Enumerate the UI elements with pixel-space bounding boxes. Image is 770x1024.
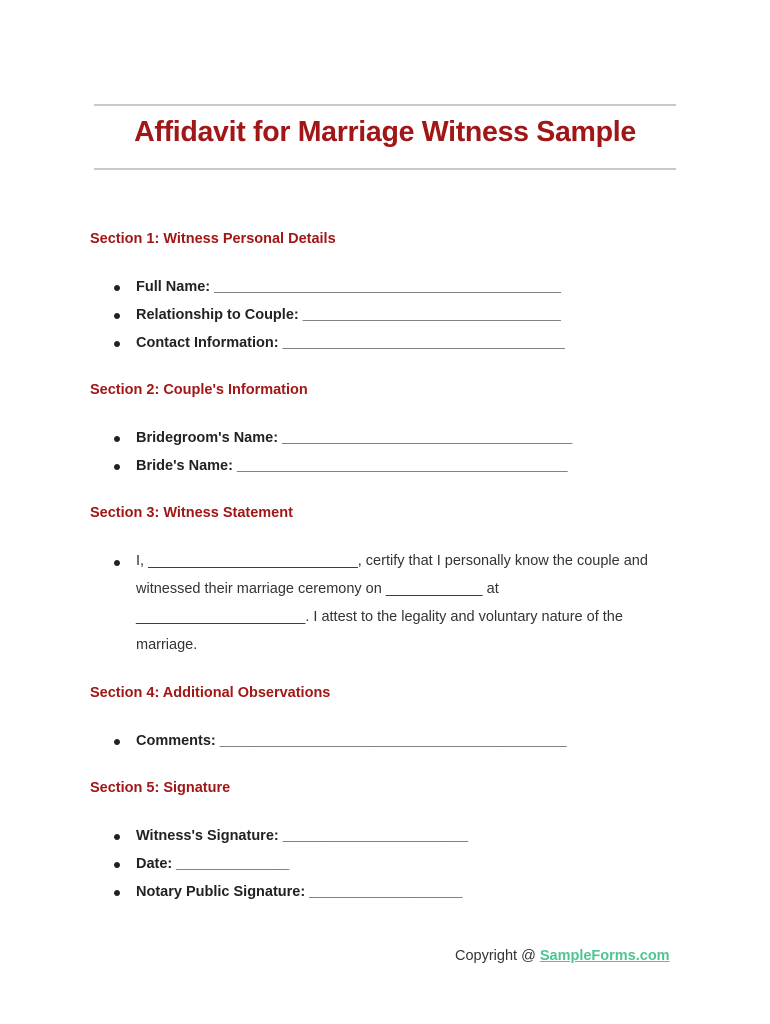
bullet-icon	[114, 739, 120, 745]
bullet-icon	[114, 560, 120, 566]
notary-signature-field[interactable]: Notary Public Signature: ___________________	[136, 884, 463, 900]
bullet-icon	[114, 341, 120, 347]
copyright-notice	[455, 948, 670, 964]
title-bottom-rule	[94, 168, 676, 170]
bullet-icon	[114, 834, 120, 840]
bullet-icon	[114, 313, 120, 319]
title-top-rule	[94, 104, 676, 106]
section-2-heading: Section 2: Couple's Information	[90, 382, 308, 398]
page-title: Affidavit for Marriage Witness Sample	[134, 116, 636, 148]
date-field[interactable]: Date: ______________	[136, 856, 290, 872]
full-name-field[interactable]: Full Name: ___________________________________________	[136, 279, 561, 295]
section-5-heading: Section 5: Signature	[90, 780, 231, 796]
bullet-icon	[114, 464, 120, 470]
bride-name-field[interactable]: Bride's Name: _________________________________________	[136, 458, 568, 474]
section-4-heading: Section 4: Additional Observations	[90, 685, 331, 701]
statement-line-4: marriage.	[136, 637, 198, 653]
comments-field[interactable]: Comments: ___________________________________________	[136, 733, 567, 749]
section-3-heading: Section 3: Witness Statement	[90, 505, 293, 521]
witness-signature-field[interactable]: Witness's Signature: _______________________	[136, 828, 469, 844]
bullet-icon	[114, 862, 120, 868]
statement-line-2[interactable]: witnessed their marriage ceremony on ____________ at	[136, 581, 499, 597]
bullet-icon	[114, 285, 120, 291]
brand-link[interactable]: SampleForms.com	[539, 948, 670, 964]
relationship-field[interactable]: Relationship to Couple: ________________________________	[136, 307, 561, 323]
bullet-icon	[114, 436, 120, 442]
statement-line-3[interactable]: _____________________. I attest to the legality and voluntary nature of the	[136, 609, 623, 625]
bullet-icon	[114, 890, 120, 896]
bridegroom-name-field[interactable]: Bridegroom's Name: ____________________________________	[136, 430, 573, 446]
copyright-prefix: Copyright @	[455, 948, 540, 964]
statement-line-1[interactable]: I, __________________________, certify that I personally know the couple and	[136, 553, 648, 569]
section-1-heading: Section 1: Witness Personal Details	[90, 231, 336, 247]
contact-info-field[interactable]: Contact Information: ___________________________________	[136, 335, 565, 351]
